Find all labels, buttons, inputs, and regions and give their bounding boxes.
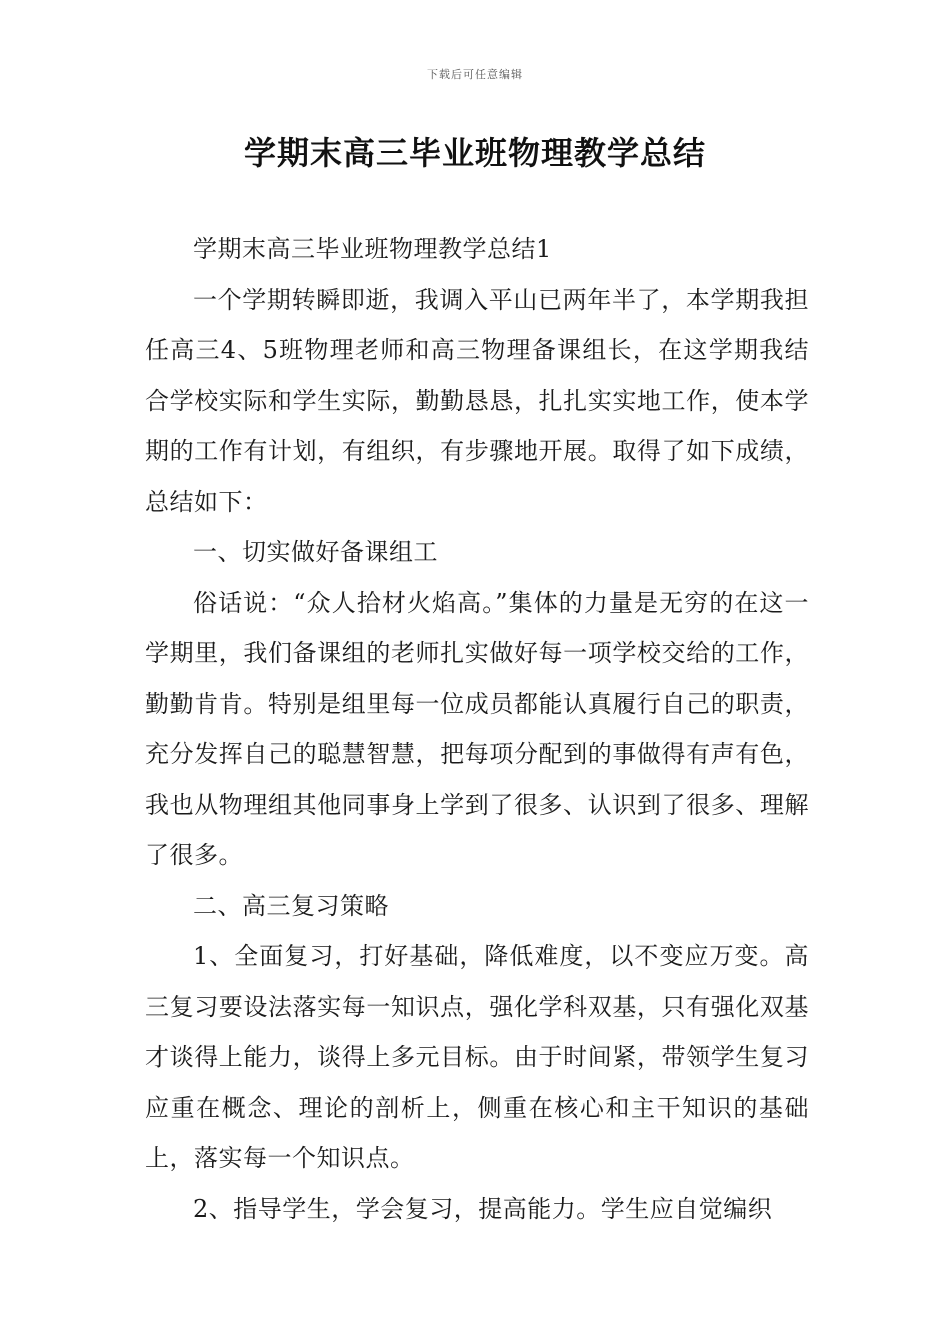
paragraph-subtitle: 学期末高三毕业班物理教学总结1 xyxy=(193,235,552,263)
section-heading-2: 二、高三复习策略 xyxy=(193,891,389,920)
paragraph-point-2: 2、指导学生，学会复习，提高能力。学生应自觉编织 xyxy=(193,1194,773,1223)
paragraph-section-1: 俗话说：“众人拾材火焰高。”集体的力量是无穷的在这一学期里，我们备课组的老师扎实做好每一项学校交给的工作，勤勤肯肯。特别是组里每一位成员都能认真履行自己的职责，充分发挥自己的聪慧智慧，把每项分配到的事做得有声有色，我也从物理组其他同事身上学到了很多、认识到了很多、理解了很多。 xyxy=(145,588,809,869)
paragraph-point-1: 1、全面复习，打好基础，降低难度，以不变应万变。高三复习要设法落实每一知识点，强化学科双基，只有强化双基才谈得上能力，谈得上多元目标。由于时间紧，带领学生复习应重在概念、理论的剖析上，侧重在核心和主干知识的基础上，落实每一个知识点。 xyxy=(145,942,809,1172)
section-heading-1: 一、切实做好备课组工 xyxy=(193,538,438,566)
paragraph-intro: 一个学期转瞬即逝，我调入平山已两年半了，本学期我担任高三4、5班物理老师和高三物理备课组长，在这学期我结合学校实际和学生实际，勤勤恳恳，扎扎实实地工作，使本学期的工作有计划，有组织，有步骤地开展。取得了如下成绩，总结如下： xyxy=(145,285,809,516)
header-note: 下载后可任意编辑 xyxy=(427,68,523,81)
document-body xyxy=(145,224,809,1234)
document-title: 学期末高三毕业班物理教学总结 xyxy=(243,134,706,172)
